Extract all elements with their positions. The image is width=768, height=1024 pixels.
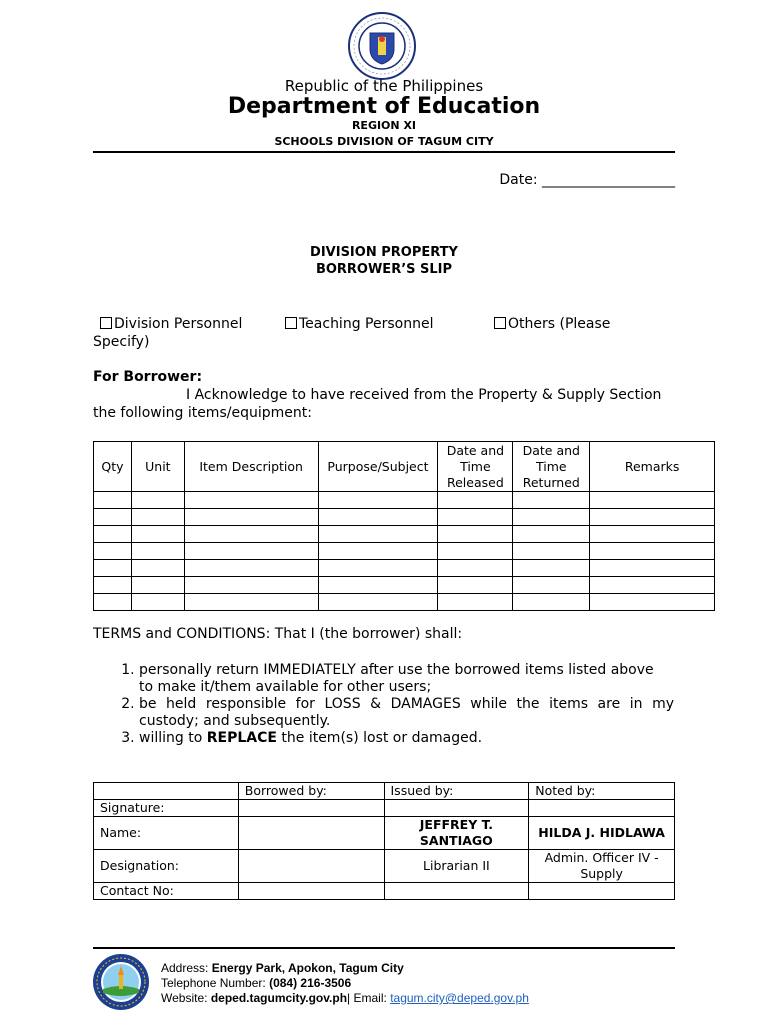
table-cell[interactable] [318,577,438,594]
department-title: Department of Education [227,94,541,119]
table-cell[interactable] [590,594,715,611]
checkbox-division-personnel[interactable] [100,317,112,329]
term-2-line2: custody; and subsequently. [139,713,331,729]
table-row [94,883,675,900]
contact-borrowed-cell[interactable] [238,883,384,900]
footer-contact [161,961,529,1006]
table-cell[interactable] [131,492,184,509]
column-header-item-description: Item Description [184,442,318,492]
table-cell[interactable] [318,492,438,509]
footer-address [161,961,529,976]
name-borrowed-cell[interactable] [238,817,384,850]
list-item [139,662,721,696]
table-cell[interactable] [94,543,132,560]
table-cell[interactable] [590,526,715,543]
table-cell[interactable] [184,509,318,526]
form-title-line1: DIVISION PROPERTY [310,245,458,260]
date-field[interactable]: Date: ___________________ [499,172,675,188]
footer-divider [93,947,675,949]
table-cell[interactable] [590,509,715,526]
table-cell[interactable] [318,526,438,543]
option-others[interactable] [494,316,610,333]
table-row [94,509,715,526]
borrower-ack-line2: the following items/equipment: [93,405,312,421]
table-cell[interactable] [94,577,132,594]
signature-header-row [94,783,675,800]
table-row [94,817,675,850]
row-label-signature: Signature: [94,800,239,817]
column-header-unit: Unit [131,442,184,492]
table-cell[interactable] [513,492,590,509]
table-cell[interactable] [131,560,184,577]
signature-header-noted-by: Noted by: [529,783,675,800]
list-item [139,730,721,747]
term-3-post: the item(s) lost or damaged. [276,730,483,746]
email-link[interactable]: tagum.city@deped.gov.ph [390,991,529,1005]
table-row [94,543,715,560]
table-cell[interactable] [590,577,715,594]
term-3-bold: REPLACE [206,730,277,746]
table-cell[interactable] [184,560,318,577]
table-cell[interactable] [131,543,184,560]
republic-label: Republic of the Philippines [284,77,484,95]
table-cell[interactable] [94,560,132,577]
table-cell[interactable] [184,526,318,543]
table-row [94,800,675,817]
email-label: Email: [353,991,391,1005]
contact-issued-cell[interactable] [384,883,529,900]
column-header-date-released: Date and Time Released [438,442,513,492]
table-cell[interactable] [131,526,184,543]
table-cell[interactable] [438,577,513,594]
column-header-qty: Qty [94,442,132,492]
footer-separator: | [347,991,354,1005]
division-label: SCHOOLS DIVISION OF TAGUM CITY [274,135,494,148]
deped-seal [347,11,417,81]
table-cell[interactable] [438,526,513,543]
table-row [94,526,715,543]
column-header-remarks: Remarks [590,442,715,492]
table-cell[interactable] [318,594,438,611]
table-row [94,560,715,577]
table-cell[interactable] [131,509,184,526]
division-logo [92,953,150,1011]
form-title-line2: BORROWER’S SLIP [315,262,453,277]
term-2-line1: be held responsible for LOSS & DAMAGES while the items are in my [139,696,674,712]
items-header-row [94,442,715,492]
table-cell[interactable] [131,577,184,594]
table-cell[interactable] [438,509,513,526]
signature-issued-cell[interactable] [384,800,529,817]
column-header-date-returned: Date and Time Returned [513,442,590,492]
checkbox-others[interactable] [494,317,506,329]
column-header-purpose: Purpose/Subject [318,442,438,492]
items-body [94,492,715,611]
table-cell[interactable] [318,509,438,526]
table-cell[interactable] [94,526,132,543]
items-table [93,441,715,611]
table-cell[interactable] [513,594,590,611]
table-row [94,577,715,594]
borrower-ack-line1: I Acknowledge to have received from the Property & Supply Section [186,387,662,403]
table-cell[interactable] [438,594,513,611]
table-cell[interactable] [513,509,590,526]
table-cell[interactable] [184,543,318,560]
noted-by-name: HILDA J. HIDLAWA [529,817,675,850]
table-cell[interactable] [513,526,590,543]
table-row [94,492,715,509]
table-cell[interactable] [438,492,513,509]
table-cell[interactable] [513,577,590,594]
table-cell[interactable] [184,577,318,594]
issued-by-name: JEFFREY T. SANTIAGO [384,817,529,850]
table-cell[interactable] [184,492,318,509]
terms-list [93,662,721,747]
table-cell[interactable] [438,560,513,577]
table-cell[interactable] [318,543,438,560]
signature-table [93,782,675,900]
option-others-continued: Specify) [93,334,150,350]
footer-phone [161,976,529,991]
noted-by-designation: Admin. Officer IV - Supply [529,850,675,883]
option-teaching-personnel[interactable] [285,316,433,333]
table-row [94,850,675,883]
designation-borrowed-cell[interactable] [238,850,384,883]
option-label: Others (Please [508,316,611,332]
option-label: Teaching Personnel [299,316,434,332]
phone-value: (084) 216-3506 [269,976,352,990]
table-row [94,594,715,611]
terms-heading: TERMS and CONDITIONS: That I (the borrower) shall: [93,626,463,642]
table-cell[interactable] [590,543,715,560]
table-cell[interactable] [438,543,513,560]
signature-borrowed-cell[interactable] [238,800,384,817]
signature-header-blank [94,783,239,800]
address-label: Address: [161,961,212,975]
table-cell[interactable] [94,509,132,526]
table-cell[interactable] [184,594,318,611]
list-item [139,696,721,730]
table-cell[interactable] [513,560,590,577]
row-label-contact: Contact No: [94,883,239,900]
row-label-designation: Designation: [94,850,239,883]
signature-header-issued-by: Issued by: [384,783,529,800]
checkbox-teaching-personnel[interactable] [285,317,297,329]
website-link[interactable]: deped.tagumcity.gov.ph [210,991,348,1005]
phone-label: Telephone Number: [161,976,270,990]
table-cell[interactable] [94,594,132,611]
row-label-name: Name: [94,817,239,850]
header-divider [93,151,675,153]
table-cell[interactable] [513,543,590,560]
table-cell[interactable] [318,560,438,577]
option-division-personnel[interactable] [100,316,242,333]
term-1-line2: to make it/them available for other users; [139,679,432,695]
website-label: Website: [161,991,211,1005]
borrower-heading: For Borrower: [93,369,203,385]
table-cell[interactable] [590,492,715,509]
signature-header-borrowed-by: Borrowed by: [238,783,384,800]
address-value: Energy Park, Apokon, Tagum City [211,961,404,975]
region-label: REGION XI [351,119,417,132]
signature-noted-cell[interactable] [529,800,675,817]
footer-web [161,991,529,1006]
term-1-line1: personally return IMMEDIATELY after use the borrowed items listed above [139,662,654,678]
table-cell[interactable] [131,594,184,611]
contact-noted-cell[interactable] [529,883,675,900]
table-cell[interactable] [94,492,132,509]
option-label: Division Personnel [114,316,243,332]
term-3-pre: willing to [139,730,207,746]
issued-by-designation: Librarian II [384,850,529,883]
table-cell[interactable] [590,560,715,577]
